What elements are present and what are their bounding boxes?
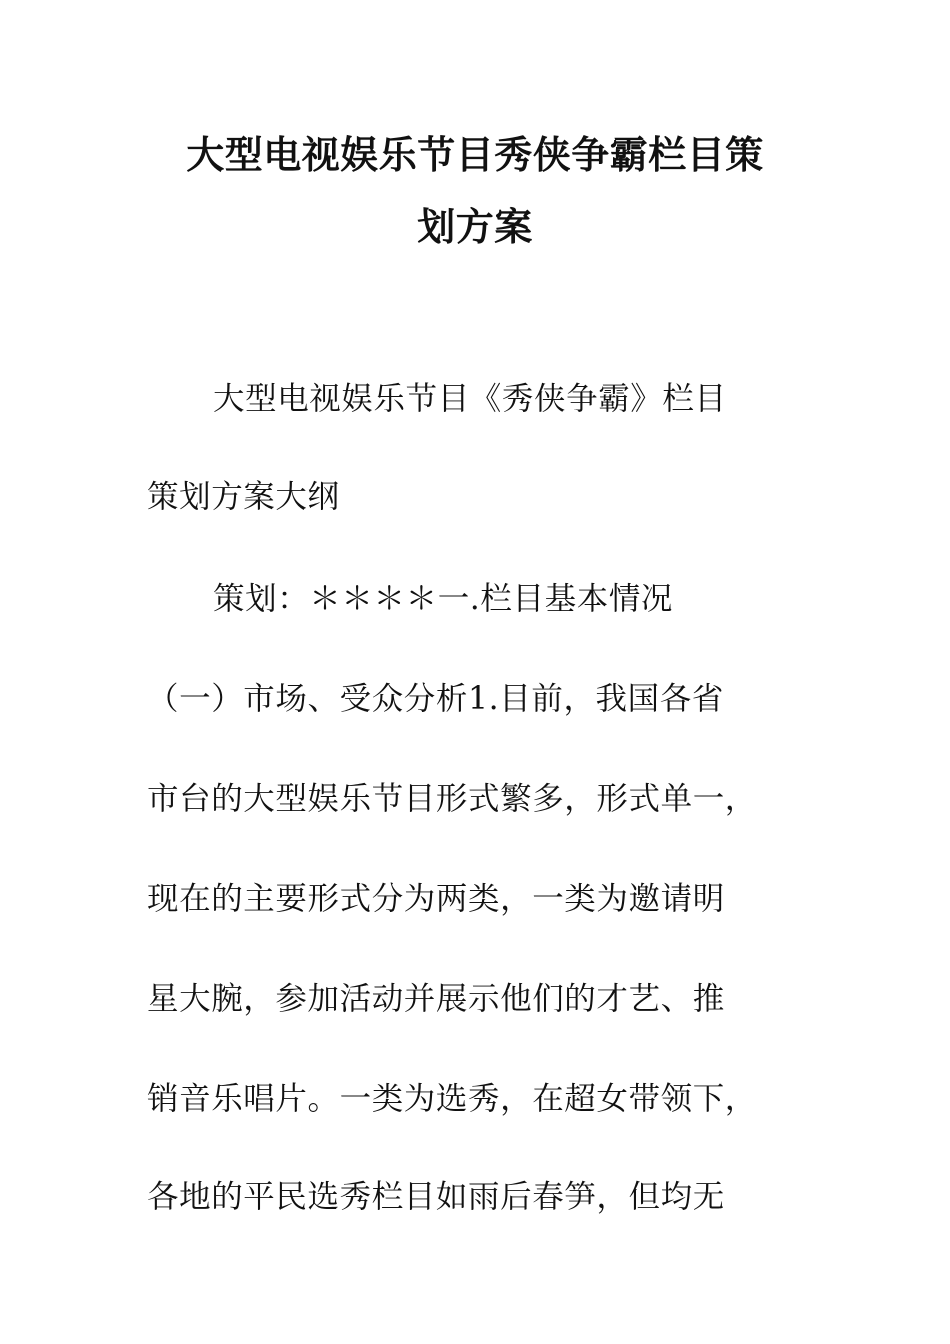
- body-line-4: （一）市场、受众分析1.目前，我国各省: [147, 681, 724, 717]
- body-line-9: 各地的平民选秀栏目如雨后春笋，但均无: [147, 1179, 725, 1215]
- body-line-8: 销音乐唱片。一类为选秀，在超女带领下，: [147, 1081, 757, 1117]
- body-line-7: 星大腕，参加活动并展示他们的才艺、推: [147, 981, 725, 1017]
- document-title-line-2: 划方案: [417, 205, 533, 249]
- body-line-1: 大型电视娱乐节目《秀侠争霸》栏目: [213, 381, 727, 417]
- body-line-6: 现在的主要形式分为两类，一类为邀请明: [147, 881, 725, 917]
- body-line-2: 策划方案大纲: [147, 479, 340, 515]
- body-line-3: 策划：＊＊＊＊一.栏目基本情况: [213, 581, 674, 617]
- body-line-5: 市台的大型娱乐节目形式繁多，形式单一，: [147, 781, 757, 817]
- document-title-line-1: 大型电视娱乐节目秀侠争霸栏目策: [186, 133, 764, 177]
